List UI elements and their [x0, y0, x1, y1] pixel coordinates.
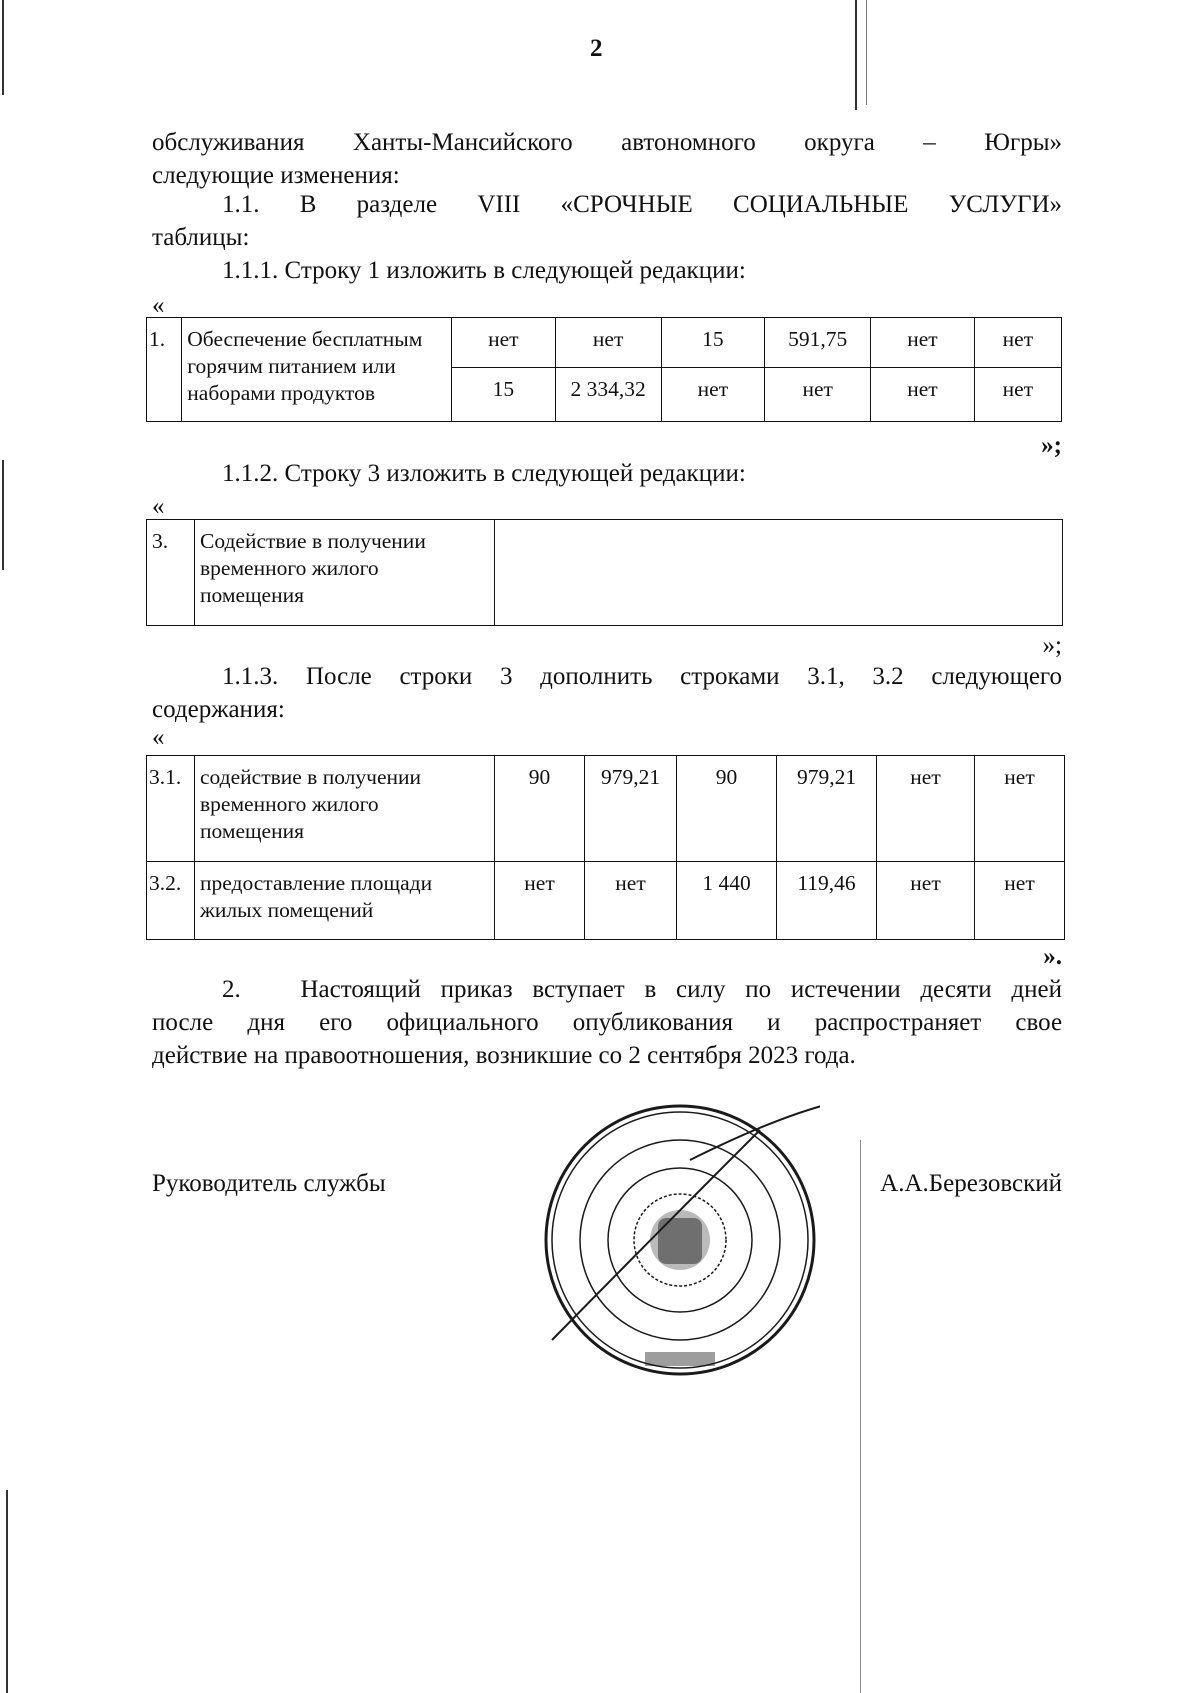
word: 1.1. [222, 191, 260, 218]
close-quote-1: »; [1041, 432, 1062, 459]
word: После [305, 663, 372, 690]
item-1-1-1: 1.1.1. Строку 1 изложить в следующей редакции: [222, 257, 746, 284]
word: автономного [621, 129, 756, 156]
word: после [152, 1009, 214, 1036]
signatory-position: Руководитель службы [152, 1170, 386, 1197]
close-quote-3: ». [1043, 943, 1062, 970]
word: Ханты-Мансийского [352, 129, 573, 156]
close-quote-2: »; [1042, 632, 1062, 659]
scan-edge-left [2, 0, 4, 95]
row-number: 3.2. [149, 871, 182, 895]
word: истечении [790, 976, 901, 1003]
item-2-line-2 [152, 1006, 1062, 1039]
item-2-line-3: действие на правоотношения, возникшие со 2 сентября 2023 года. [152, 1042, 856, 1069]
service-name-line: наборами продуктов [187, 381, 376, 405]
row-number: 3. [152, 529, 169, 553]
scan-edge-left-lower [2, 460, 4, 570]
word: дополнить [540, 663, 653, 690]
item-1-1-3-line-2: содержания: [152, 696, 285, 723]
official-seal [540, 1100, 820, 1380]
value-cell: нет [765, 368, 871, 422]
word: опубликования [572, 1009, 733, 1036]
word: Настоящий [300, 976, 421, 1003]
service-name-cell [195, 862, 495, 940]
intro-paragraph [152, 126, 1062, 192]
table-row-1 [146, 317, 1062, 422]
table-rows-3-1-3-2 [146, 755, 1065, 940]
table-row [147, 756, 1065, 862]
service-name-cell [195, 756, 495, 862]
item-2 [152, 973, 1062, 1072]
word: дней [1011, 976, 1062, 1003]
value-cell: 90 [495, 756, 585, 862]
value-cell: нет [871, 318, 975, 368]
service-name-cell [182, 318, 452, 422]
value-cell: нет [974, 318, 1061, 368]
value-cell: нет [555, 318, 661, 368]
row-number-cell [147, 756, 195, 862]
word: СОЦИАЛЬНЫЕ [733, 191, 909, 218]
word: вступает [532, 976, 625, 1003]
word: официального [386, 1009, 539, 1036]
item-1-1-2: 1.1.2. Строку 3 изложить в следующей редакции: [222, 460, 746, 487]
scan-fold-line [855, 0, 857, 110]
service-name-line: временного жилого [200, 792, 379, 816]
word: силу [676, 976, 726, 1003]
value-cell: нет [661, 368, 765, 422]
row-number: 3.1. [149, 765, 182, 789]
service-name-line: предоставление площади [200, 871, 433, 895]
intro-line-2: следующие изменения: [152, 162, 400, 189]
word: дня [247, 1009, 285, 1036]
word: по [745, 976, 772, 1003]
word: VIII [477, 191, 521, 218]
word: строки [399, 663, 473, 690]
scan-fold-line-lower [860, 1140, 861, 1693]
word: «СРОЧНЫЕ [560, 191, 693, 218]
value-cell: 979,21 [777, 756, 877, 862]
service-name-line: Обеспечение бесплатным [187, 327, 423, 351]
value-cell: 90 [677, 756, 777, 862]
service-name-cell [195, 520, 495, 626]
item-2-line-1 [152, 973, 1062, 1006]
word: разделе [356, 191, 438, 218]
word: его [319, 1009, 353, 1036]
row-number-cell [147, 318, 182, 422]
table-row [147, 862, 1065, 940]
page-number: 2 [590, 35, 603, 62]
service-name-line: жилых помещений [200, 898, 374, 922]
word: 3 [499, 663, 513, 690]
word: строками [680, 663, 780, 690]
word: десяти [920, 976, 992, 1003]
word: 3.2 [872, 663, 904, 690]
service-name-line: помещения [200, 819, 304, 843]
value-cell: 979,21 [585, 756, 677, 862]
item-1-1-line-2: таблицы: [152, 224, 250, 251]
value-cell: нет [975, 756, 1065, 862]
value-cell: нет [975, 862, 1065, 940]
word: округа – Югры» [804, 129, 1062, 156]
value-cell: нет [974, 368, 1061, 422]
row-number-cell [147, 520, 195, 626]
word: приказ [440, 976, 513, 1003]
open-quote-2: « [152, 493, 165, 520]
value-cell: нет [495, 862, 585, 940]
value-cell: 1 440 [677, 862, 777, 940]
item-1-1-3 [152, 660, 1062, 726]
row-number: 1. [149, 327, 166, 351]
value-cell: нет [877, 862, 975, 940]
word: и [767, 1009, 781, 1036]
value-cell: 2 334,32 [555, 368, 661, 422]
open-quote-3: « [152, 724, 165, 751]
word: свое [1015, 1009, 1063, 1036]
item-1-1-3-line-1 [152, 660, 1062, 693]
value-cell: 15 [661, 318, 765, 368]
value-cell: 119,46 [777, 862, 877, 940]
service-name-line: временного жилого [200, 556, 379, 580]
open-quote-1: « [152, 292, 165, 319]
scan-edge-bottom-left [6, 1490, 8, 1693]
word: обслуживания [152, 129, 305, 156]
scan-fold-line-2 [866, 0, 867, 105]
service-name-line: содействие в получении [200, 765, 422, 789]
word: 2. [222, 976, 241, 1003]
value-cell: нет [451, 318, 555, 368]
value-cell: 591,75 [765, 318, 871, 368]
word: УСЛУГИ» [948, 191, 1063, 218]
item-1-1-line-1 [152, 188, 1062, 221]
value-cell: нет [877, 756, 975, 862]
word: в [644, 976, 657, 1003]
table-row-3 [146, 519, 1063, 626]
word: 1.1.3. [222, 663, 279, 690]
word: следующего [931, 663, 1063, 690]
service-name-line: помещения [200, 583, 304, 607]
value-cell: нет [585, 862, 677, 940]
row-number-cell [147, 862, 195, 940]
value-cell: 15 [451, 368, 555, 422]
intro-line-1 [152, 126, 1062, 159]
service-name-line: Содействие в получении [200, 529, 426, 553]
signatory-name: А.А.Березовский [880, 1170, 1062, 1197]
word: 3.1, [807, 663, 845, 690]
word: В [299, 191, 317, 218]
value-cell: нет [871, 368, 975, 422]
word: распространяет [814, 1009, 982, 1036]
item-1-1 [152, 188, 1062, 254]
service-name-line: горячим питанием или [187, 354, 396, 378]
empty-value-cell [495, 520, 1063, 626]
